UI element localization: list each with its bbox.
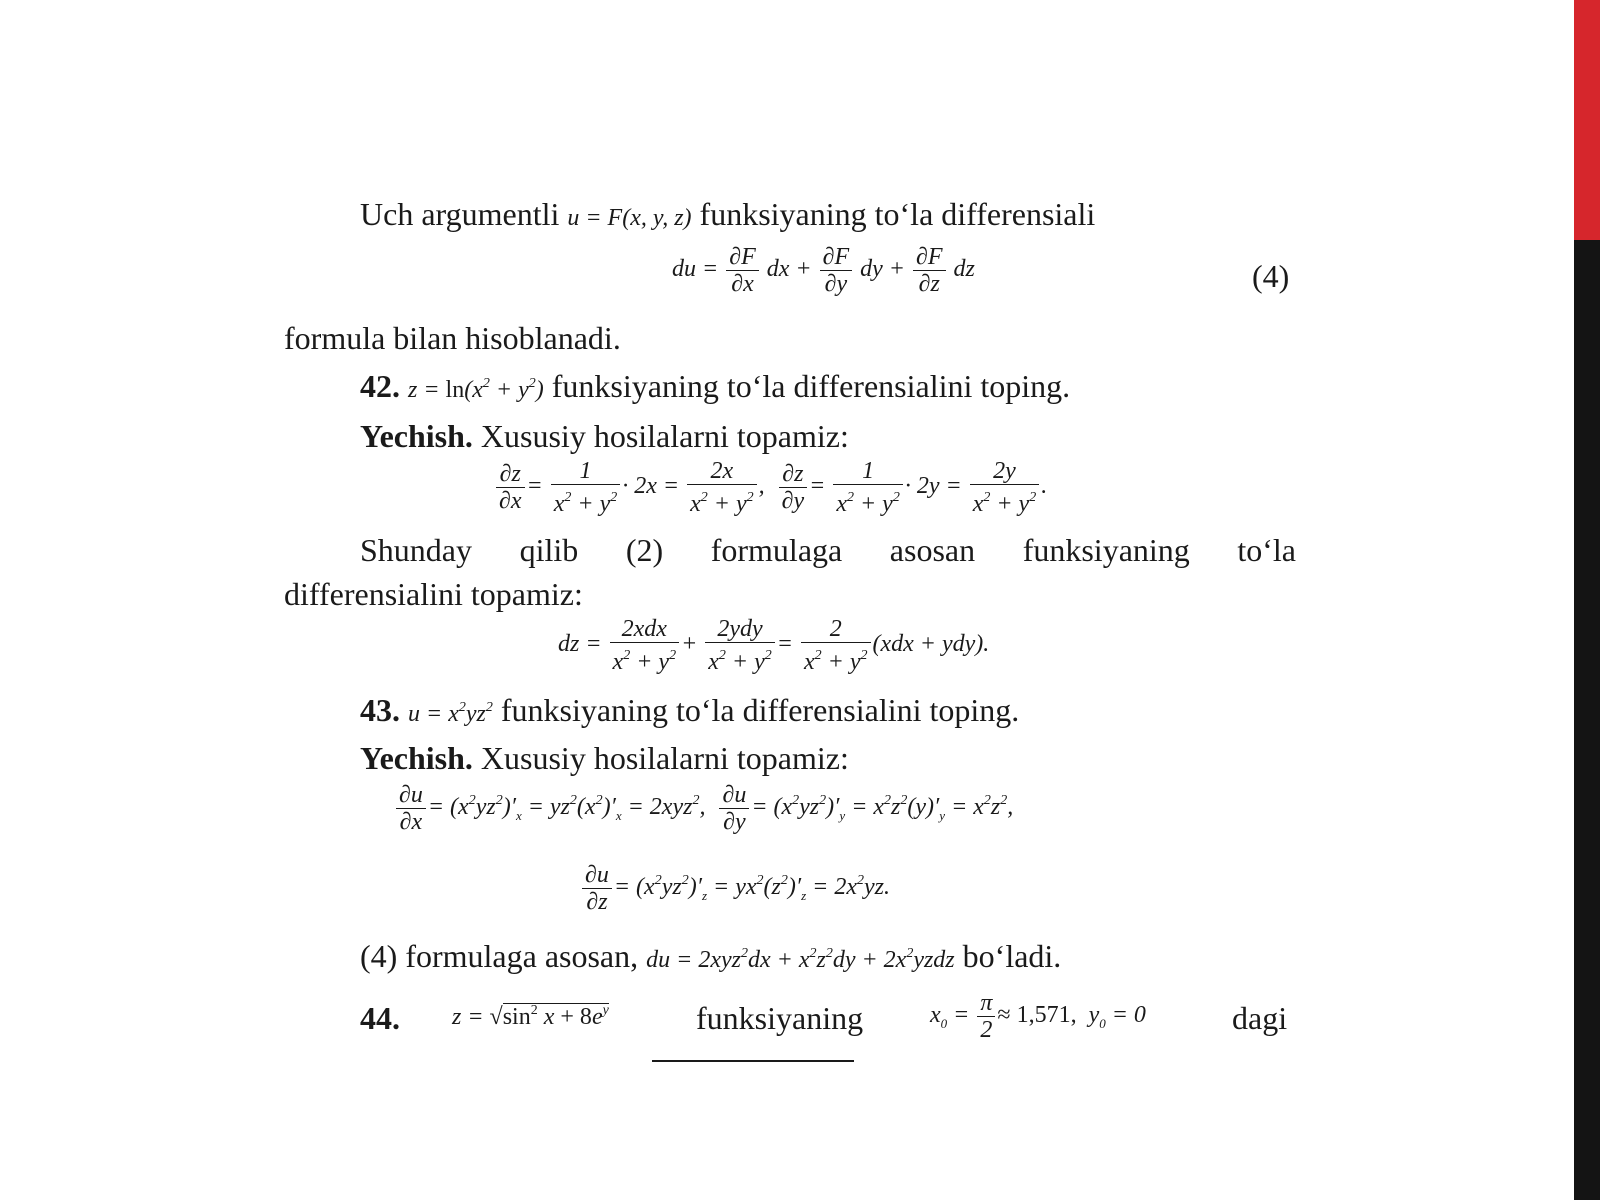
total-differential-42: dz = $\frac{\text{2xdx}}{x^2 + y^2}$ + $\frac{\text{2ydy}}{x^2 + y^2}$ = $\frac{2}{x^2 + y^2}$ (xdx + ydy). — [558, 616, 990, 675]
example-44-point: $x_0$ = $\frac{\pi}{2}$ ≈ 1,571, $y_0 = 0$ — [930, 990, 1146, 1043]
example-43-function: $u = x^2yz^2$ — [408, 700, 493, 727]
accent-bar-dark — [1574, 240, 1600, 1200]
partials-43-xy: $\frac{\partial u}{\partial x}$ = $(x^2yz^2)'_x = yz^2(x^2)'_x = 2xyz^2$, $\frac{\partial u}{\partial y}$ = $(x^2yz^2)'_y = x^2z^2(y)'_y = x^2z^2$, — [394, 782, 1013, 835]
intro-text-end: funksiyaning to‘la differensiali — [699, 196, 1096, 232]
formula-4: du = $\frac{\partial F}{\partial x}$ dx + $\frac{\partial F}{\partial y}$ dy + $\frac{\partial F}{\partial z}$ dz — [672, 244, 975, 297]
example-44-end: dagi — [1232, 1000, 1288, 1036]
underline-divider — [652, 1060, 854, 1062]
solution-43-heading: Yechish. Xususiy hosilalarni topamiz: — [360, 740, 849, 776]
example-44-function: $z = √\sin^2$ $x + 8e^y$ — [452, 1003, 609, 1030]
example-43: 43. $u = x^2yz^2$ funksiyaning to‘la differensialini toping. — [360, 692, 1020, 728]
intro-text: Uch argumentli — [360, 196, 560, 232]
intro-math: u = F(x, y, z) — [567, 205, 692, 231]
accent-bar-red — [1574, 0, 1600, 240]
formula-number: (4) — [1252, 258, 1290, 294]
example-44-number: 44. — [360, 1000, 400, 1036]
example-42: 42. $z = \ln(x^2 + y^2)$ funksiyaning to‘la differensialini toping. — [360, 368, 1071, 404]
example-number: 42. — [360, 368, 400, 404]
justified-line: Shunday qilib (2) formulaga asosan funksiyaning to‘la — [360, 532, 1296, 568]
example-42-function: $z = \ln(x^2 + y^2)$ — [408, 376, 544, 403]
partials-42: $\frac{\partial z}{\partial x}$ = $\frac{1}{x^2 + y^2}$ · 2x = $\frac{2x}{x^2 + y^2}$ , $\frac{\partial z}{\partial y}$ = $\frac{1}{x^2 + y^2}$ · 2y = $\frac{2y}{x^2 + y^2}$ . — [494, 458, 1047, 517]
solution-42-heading: Yechish. Xususiy hosilalarni topamiz: — [360, 418, 849, 454]
partials-43-z: $\frac{\partial u}{\partial z}$ = $(x^2yz^2)'_z = yx^2(z^2)'_z = 2x^2yz$. — [580, 862, 890, 915]
intro-line — [360, 194, 1095, 238]
example-44-text: funksiyaning — [696, 1000, 864, 1036]
justified-line-cont: differensialini topamiz: — [284, 576, 583, 612]
conclusion-43: (4) formulaga asosan, du = $2xyz^2dx + x^2z^2dy$ + $2x^2yzdz$ bo‘ladi. — [360, 938, 1062, 974]
formula-caption: formula bilan hisoblanadi. — [284, 320, 621, 356]
